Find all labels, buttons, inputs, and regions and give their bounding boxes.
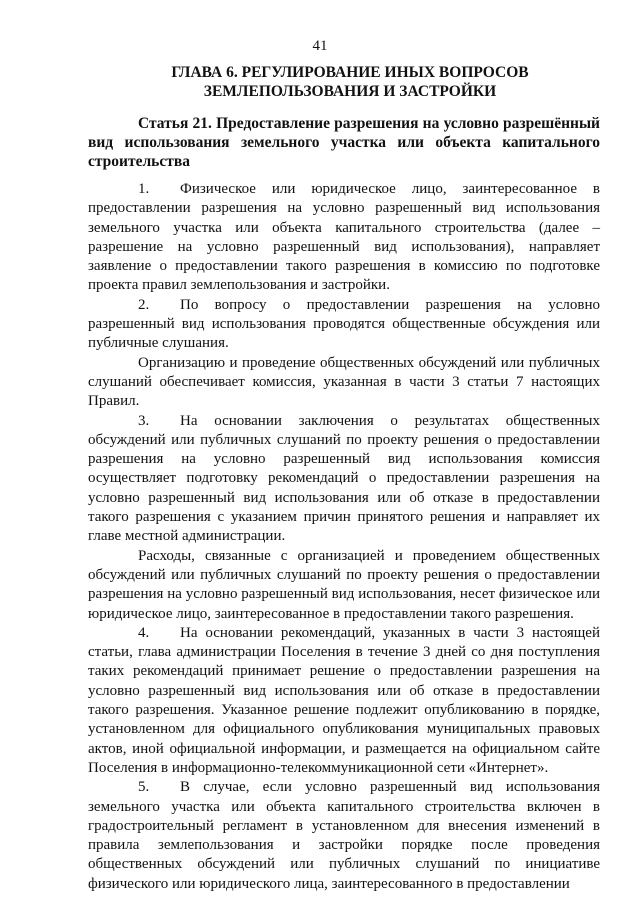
- paragraph-text: На основании заключения о результатах общественных обсуждений или публичных слушаний по проекту решения о предоставлении разрешения на условно разрешенный вид использования комиссия осуществляет подготовку рекомендаций о предоставлении разрешения на условно разрешенный вид использования или об отказе в предоставлении такого разрешения с указанием причин принятого решения и направляет их главе местной администрации.: [88, 412, 600, 545]
- paragraph-5: [88, 778, 600, 894]
- paragraph-text: На основании рекомендаций, указанных в части 3 настоящей статьи, глава администрации Поселения в течение 3 дней со дня поступления таких рекомендаций принимает решение о предоставлении разрешения на условно разрешенный вид использования или об отказе в предоставлении такого разрешения. Указанное решение подлежит опубликованию в порядке, установленном для официального опубликования муниципальных правовых актов, иной официальной информации, и размещается на официальном сайте Поселения в информационно-телекоммуникационной сети «Интернет».: [88, 624, 600, 776]
- paragraph-2-continued: [88, 354, 600, 412]
- chapter-title-line-1: ГЛАВА 6. РЕГУЛИРОВАНИЕ ИНЫХ ВОПРОСОВ: [171, 64, 529, 81]
- page-number: 41: [312, 38, 328, 54]
- article-title: Статья 21. Предоставление разрешения на условно разрешённый вид использования земельного участка или объекта капитального строительства: [88, 115, 600, 170]
- paragraph-number: 1.: [138, 181, 150, 197]
- paragraph-2: [88, 296, 600, 354]
- paragraph-3-continued: [88, 547, 600, 624]
- chapter-title-line-2: ЗЕМЛЕПОЛЬЗОВАНИЯ И ЗАСТРОЙКИ: [203, 83, 497, 100]
- paragraph-number: 4.: [138, 624, 150, 641]
- paragraph-text: Организацию и проведение общественных обсуждений или публичных слушаний обеспечивает комиссия, указанная в части 3 статьи 7 настоящих Правил.: [88, 354, 600, 410]
- paragraph-4: [88, 624, 600, 778]
- paragraph-text: Физическое или юридическое лицо, заинтересованное в предоставлении разрешения на условно разрешенный вид использования земельного участка или объекта капитального строительства (далее – разрешение на условно разрешенный вид использования), направляет заявление о предоставлении такого разрешения в комиссию по подготовке проекта правил землепользования и застройки.: [88, 181, 600, 294]
- paragraph-3: [88, 412, 600, 547]
- paragraph-text: В случае, если условно разрешенный вид использования земельного участка или объекта капитального строительства включен в градостроительный регламент в установленном для внесения изменений в правила землепользования и застройки порядке после проведения общественных обсуждений или публичных слушаний по инициативе физического или юридического лица, заинтересованного в предоставлении: [88, 779, 600, 892]
- chapter-title: [150, 63, 550, 101]
- paragraph-number: 2.: [138, 296, 150, 313]
- paragraph-text: По вопросу о предоставлении разрешения на условно разрешенный вид использования проводятся общественные обсуждения или публичные слушания.: [88, 296, 600, 352]
- paragraph-number: 5.: [138, 779, 150, 796]
- paragraph-text: Расходы, связанные с организацией и проведением общественных обсуждений или публичных слушаний по проекту решения о предоставлении разрешения на условно разрешенный вид использования, несет физическое или юридическое лицо, заинтересованное в предоставлении такого разрешения.: [88, 547, 600, 622]
- article-body: [88, 180, 600, 894]
- paragraph-number: 3.: [138, 412, 150, 429]
- paragraph-1: [88, 180, 600, 296]
